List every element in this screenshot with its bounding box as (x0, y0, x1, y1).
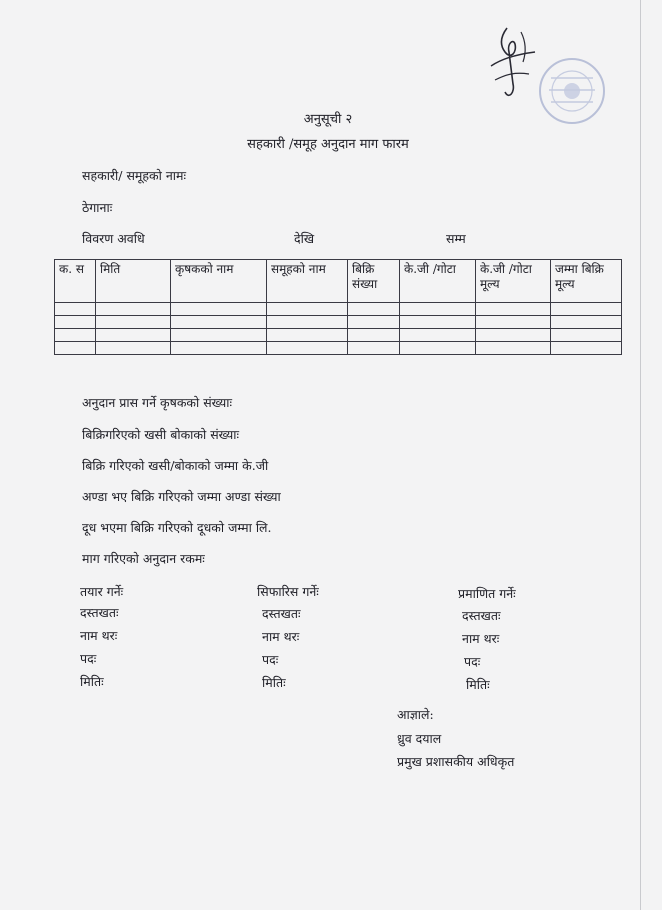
form-title: सहकारी /समूह अनुदान माग फारम (247, 137, 409, 152)
table-cell[interactable] (400, 329, 476, 342)
column-header: जम्मा बिक्रि मूल्य (551, 260, 622, 303)
prepared-date-label: मितिः (80, 674, 104, 689)
summary-subsidy-amount: माग गरिएको अनुदान रकमः (82, 551, 205, 566)
table-cell[interactable] (476, 303, 551, 316)
prepared-by-title: तयार गर्नेः (80, 584, 124, 599)
summary-goats-total-kg: बिक्रि गरिएको खसी/बोकाको जम्मा के.जी (82, 458, 269, 473)
table-row (55, 316, 622, 329)
table-cell[interactable] (55, 329, 96, 342)
summary-eggs-total: अण्डा भए बिक्रि गरिएको जम्मा अण्डा संख्या (82, 489, 281, 504)
office-seal-icon (537, 56, 607, 126)
certified-date-label: मितिः (466, 677, 490, 692)
table-cell[interactable] (96, 316, 171, 329)
schedule-number: अनुसूची २ (303, 112, 353, 127)
column-header: क. स (55, 260, 96, 303)
recommended-date-label: मितिः (262, 675, 286, 690)
table-cell[interactable] (476, 342, 551, 355)
table-cell[interactable] (171, 303, 267, 316)
sales-table (54, 259, 622, 355)
certified-post-label: पदः (464, 654, 481, 669)
recommended-post-label: पदः (262, 652, 279, 667)
table-row (55, 329, 622, 342)
table-cell[interactable] (267, 303, 348, 316)
cooperative-name-label: सहकारी/ समूहको नामः (82, 168, 187, 183)
table-cell[interactable] (551, 303, 622, 316)
column-header: बिक्रि संख्या (348, 260, 400, 303)
order-label: आज्ञाले: (397, 707, 434, 722)
column-header: के.जी /गोटा (400, 260, 476, 303)
table-cell[interactable] (267, 329, 348, 342)
paper-edge (640, 0, 641, 910)
summary-milk-total: दूध भएमा बिक्रि गरिएको दूधको जम्मा लि. (82, 520, 272, 535)
table-cell[interactable] (400, 316, 476, 329)
table-cell[interactable] (267, 316, 348, 329)
table-row (55, 342, 622, 355)
period-from-label: देखि (294, 231, 315, 246)
summary-goats-sold-count: बिक्रिगरिएको खसी बोकाको संख्याः (82, 427, 240, 442)
table-cell[interactable] (551, 342, 622, 355)
column-header: समूहको नाम (267, 260, 348, 303)
table-cell[interactable] (96, 342, 171, 355)
certified-by-title: प्रमाणित गर्नेः (458, 586, 516, 601)
table-cell[interactable] (171, 316, 267, 329)
table-cell[interactable] (267, 342, 348, 355)
column-header: कृषकको नाम (171, 260, 267, 303)
prepared-post-label: पदः (80, 651, 97, 666)
signature-icon (485, 22, 541, 106)
table-cell[interactable] (400, 342, 476, 355)
recommended-sign-label: दस्तखतः (262, 606, 301, 621)
table-cell[interactable] (551, 316, 622, 329)
officer-post: प्रमुख प्रशासकीय अधिकृत (397, 754, 515, 769)
table-cell[interactable] (348, 329, 400, 342)
column-header: के.जी /गोटा मूल्य (476, 260, 551, 303)
period-to-label: सम्म (446, 231, 466, 246)
table-cell[interactable] (96, 303, 171, 316)
table-cell[interactable] (400, 303, 476, 316)
certified-sign-label: दस्तखतः (462, 608, 501, 623)
address-label: ठेगानाः (82, 200, 113, 215)
table-cell[interactable] (171, 329, 267, 342)
table-cell[interactable] (476, 316, 551, 329)
recommended-name-label: नाम थरः (262, 629, 300, 644)
table-cell[interactable] (55, 303, 96, 316)
table-header-row (55, 260, 622, 303)
table-cell[interactable] (348, 342, 400, 355)
table-cell[interactable] (348, 303, 400, 316)
table-cell[interactable] (551, 329, 622, 342)
table-cell[interactable] (171, 342, 267, 355)
period-label: विवरण अवधि (82, 231, 145, 246)
table-cell[interactable] (96, 329, 171, 342)
prepared-sign-label: दस्तखतः (80, 605, 119, 620)
recommended-by-title: सिफारिस गर्नेः (257, 584, 319, 599)
table-cell[interactable] (476, 329, 551, 342)
column-header: मिति (96, 260, 171, 303)
table-cell[interactable] (348, 316, 400, 329)
prepared-name-label: नाम थरः (80, 628, 118, 643)
certified-name-label: नाम थरः (462, 631, 500, 646)
table-cell[interactable] (55, 342, 96, 355)
table-cell[interactable] (55, 316, 96, 329)
officer-name: ध्रुव दयाल (397, 731, 442, 746)
table-row (55, 303, 622, 316)
summary-farmers-count: अनुदान प्रास गर्ने कृषकको संख्याः (82, 395, 233, 410)
